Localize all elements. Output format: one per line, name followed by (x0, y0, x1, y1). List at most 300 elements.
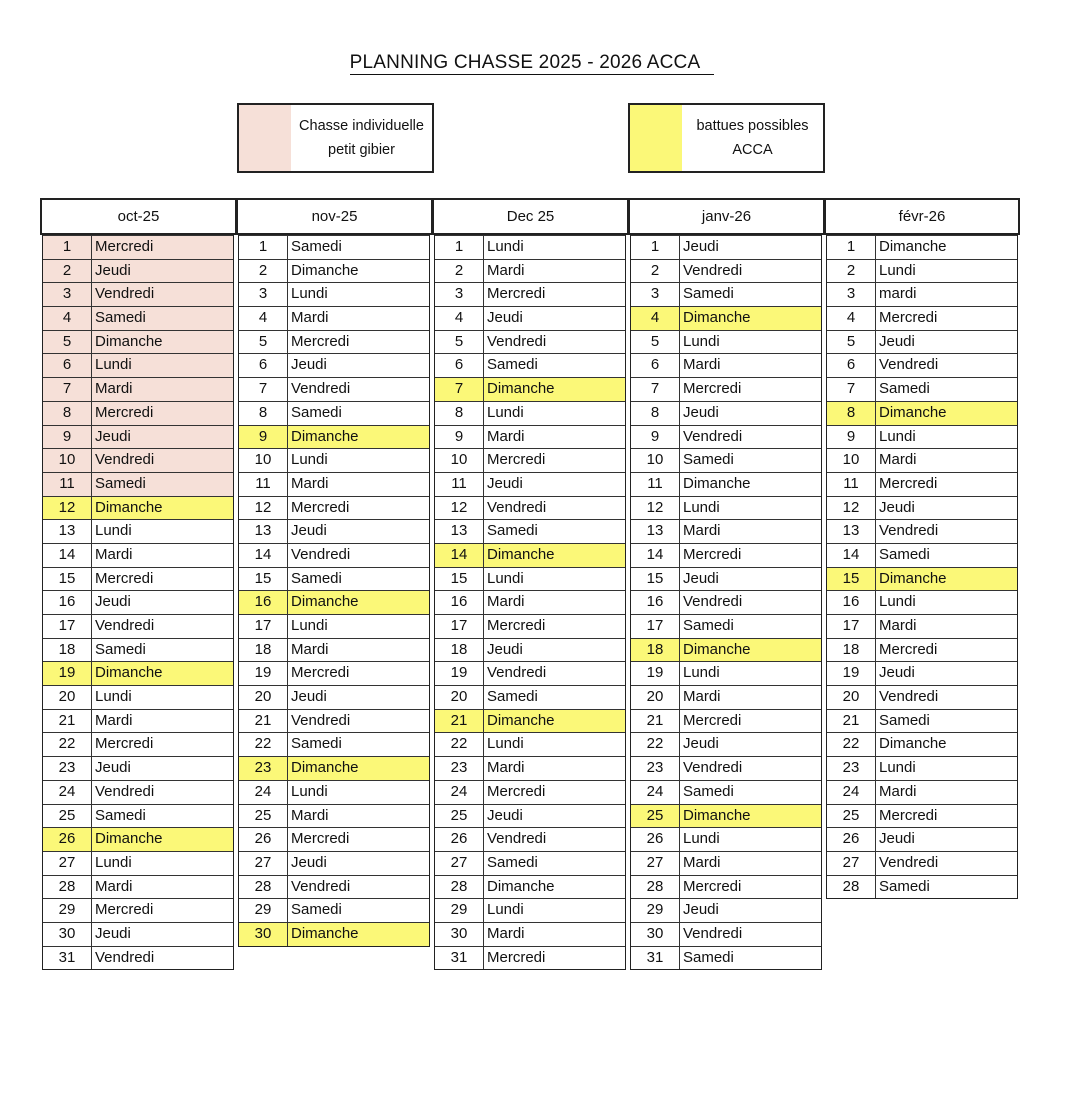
day-name: Dimanche (683, 309, 751, 327)
day-name: Lundi (879, 759, 916, 777)
day-number: 23 (239, 757, 288, 780)
day-row (43, 898, 233, 922)
day-row (43, 543, 233, 567)
day-row (631, 235, 821, 259)
day-name: Mercredi (487, 948, 546, 966)
day-name: Samedi (291, 238, 342, 255)
day-number: 7 (827, 378, 876, 401)
day-number: 25 (43, 805, 92, 828)
day-row (435, 377, 625, 401)
day-number: 20 (827, 686, 876, 709)
day-name: Dimanche (95, 664, 163, 682)
day-row (239, 472, 429, 496)
day-name: Mercredi (879, 474, 938, 492)
day-row (435, 946, 625, 970)
day-name: Jeudi (291, 853, 327, 871)
day-name: Samedi (879, 877, 930, 895)
day-number: 11 (239, 473, 288, 496)
day-number: 9 (631, 426, 680, 449)
day-number: 10 (239, 449, 288, 472)
day-name: Lundi (95, 522, 132, 540)
day-row (43, 827, 233, 851)
legend-label-individual: Chasse individuelle petit gibier (299, 118, 424, 158)
day-name: Vendredi (487, 830, 547, 848)
day-row (827, 519, 1017, 543)
day-number: 9 (43, 426, 92, 449)
day-name: Dimanche (683, 474, 751, 492)
day-number: 25 (435, 805, 484, 828)
day-name: Lundi (879, 261, 916, 279)
day-name: Mercredi (683, 380, 742, 398)
day-name: Mardi (683, 853, 721, 871)
day-number: 19 (631, 662, 680, 685)
day-number: 25 (631, 805, 680, 828)
day-name: Jeudi (879, 664, 915, 682)
day-row (435, 543, 625, 567)
day-number: 28 (827, 876, 876, 899)
day-row (827, 377, 1017, 401)
day-number: 17 (435, 615, 484, 638)
day-row (43, 448, 233, 472)
day-name: Dimanche (291, 261, 359, 279)
day-row (43, 377, 233, 401)
day-row (435, 709, 625, 733)
day-row (631, 401, 821, 425)
day-number: 1 (435, 236, 484, 259)
day-number: 17 (43, 615, 92, 638)
day-name: Mercredi (291, 332, 350, 350)
day-name: Lundi (487, 735, 524, 753)
day-number: 22 (631, 733, 680, 756)
day-name: Lundi (487, 403, 524, 421)
day-name: Vendredi (683, 427, 743, 445)
day-row (239, 804, 429, 828)
day-number: 19 (239, 662, 288, 685)
day-number: 23 (435, 757, 484, 780)
day-number: 18 (435, 639, 484, 662)
day-number: 27 (631, 852, 680, 875)
day-number: 20 (435, 686, 484, 709)
day-row (239, 425, 429, 449)
day-number: 3 (827, 283, 876, 306)
day-row (43, 330, 233, 354)
day-list (42, 235, 234, 970)
day-number: 12 (631, 497, 680, 520)
day-number: 5 (43, 331, 92, 354)
day-name: Lundi (95, 356, 132, 374)
day-number: 7 (631, 378, 680, 401)
day-number: 2 (43, 260, 92, 283)
day-row (435, 472, 625, 496)
day-number: 8 (827, 402, 876, 425)
day-number: 18 (827, 639, 876, 662)
day-name: Vendredi (487, 498, 547, 516)
day-number: 8 (239, 402, 288, 425)
day-row (43, 946, 233, 970)
day-row (631, 827, 821, 851)
day-number: 17 (239, 615, 288, 638)
day-row (631, 282, 821, 306)
day-name: Lundi (879, 593, 916, 611)
day-name: Samedi (879, 545, 930, 563)
day-row (239, 330, 429, 354)
day-number: 27 (43, 852, 92, 875)
day-number: 30 (631, 923, 680, 946)
day-name: Dimanche (683, 640, 751, 658)
day-name: Mercredi (95, 238, 154, 255)
day-name: Dimanche (487, 380, 555, 398)
day-number: 21 (239, 710, 288, 733)
day-number: 23 (827, 757, 876, 780)
day-row (435, 851, 625, 875)
day-number: 2 (239, 260, 288, 283)
day-number: 18 (631, 639, 680, 662)
day-name: Dimanche (95, 332, 163, 350)
day-row (631, 709, 821, 733)
day-row (43, 472, 233, 496)
day-row (43, 282, 233, 306)
day-name: Lundi (291, 451, 328, 469)
day-name: Samedi (683, 285, 734, 303)
day-number: 21 (43, 710, 92, 733)
day-number: 20 (43, 686, 92, 709)
day-number: 15 (43, 568, 92, 591)
day-name: Vendredi (95, 782, 155, 800)
day-row (43, 306, 233, 330)
day-number: 13 (43, 520, 92, 543)
day-number: 4 (631, 307, 680, 330)
day-number: 6 (239, 354, 288, 377)
day-row (43, 780, 233, 804)
day-name: Vendredi (291, 545, 351, 563)
day-name: Lundi (683, 830, 720, 848)
day-name: Lundi (487, 238, 524, 255)
day-name: Jeudi (683, 569, 719, 587)
day-row (631, 780, 821, 804)
day-number: 13 (827, 520, 876, 543)
day-row (43, 259, 233, 283)
day-number: 23 (43, 757, 92, 780)
day-row (435, 496, 625, 520)
day-name: Mercredi (95, 569, 154, 587)
day-number: 10 (43, 449, 92, 472)
day-number: 3 (631, 283, 680, 306)
day-row (43, 875, 233, 899)
day-number: 17 (631, 615, 680, 638)
day-row (827, 827, 1017, 851)
day-name: Vendredi (683, 924, 743, 942)
day-row (827, 306, 1017, 330)
day-number: 14 (435, 544, 484, 567)
day-name: Lundi (879, 427, 916, 445)
day-name: Dimanche (879, 238, 947, 255)
day-list (826, 235, 1018, 899)
day-name: Jeudi (95, 427, 131, 445)
day-name: Dimanche (879, 403, 947, 421)
day-name: Mercredi (683, 877, 742, 895)
day-name: Lundi (291, 617, 328, 634)
day-number: 30 (43, 923, 92, 946)
day-name: Jeudi (487, 474, 523, 492)
day-number: 12 (827, 497, 876, 520)
day-row (239, 567, 429, 591)
day-number: 27 (827, 852, 876, 875)
day-row (239, 709, 429, 733)
month-header: janv-26 (628, 198, 824, 235)
day-name: Mardi (879, 451, 917, 469)
day-name: Dimanche (879, 569, 947, 587)
day-number: 24 (435, 781, 484, 804)
day-row (827, 780, 1017, 804)
day-name: Dimanche (291, 759, 359, 777)
day-number: 21 (827, 710, 876, 733)
day-row (435, 661, 625, 685)
day-row (827, 804, 1017, 828)
day-number: 24 (827, 781, 876, 804)
day-name: Vendredi (291, 711, 351, 729)
day-number: 26 (827, 828, 876, 851)
day-row (435, 875, 625, 899)
day-number: 3 (43, 283, 92, 306)
day-row (631, 756, 821, 780)
day-number: 20 (631, 686, 680, 709)
day-number: 4 (435, 307, 484, 330)
month-column (40, 198, 236, 970)
day-name: Mercredi (879, 309, 938, 327)
day-name: Vendredi (683, 759, 743, 777)
day-name: Samedi (487, 688, 538, 706)
day-number: 6 (43, 354, 92, 377)
day-name: Mardi (291, 309, 329, 327)
day-number: 27 (435, 852, 484, 875)
day-row (827, 614, 1017, 638)
day-list (434, 235, 626, 970)
day-number: 29 (435, 899, 484, 922)
day-name: Mardi (95, 380, 133, 398)
day-name: Vendredi (291, 380, 351, 398)
day-row (827, 685, 1017, 709)
day-number: 15 (435, 568, 484, 591)
day-number: 25 (827, 805, 876, 828)
day-row (631, 496, 821, 520)
day-row (631, 377, 821, 401)
day-row (827, 235, 1017, 259)
day-name: Mardi (487, 427, 525, 445)
day-number: 29 (43, 899, 92, 922)
day-number: 18 (43, 639, 92, 662)
day-name: Samedi (879, 380, 930, 398)
day-number: 26 (631, 828, 680, 851)
day-row (827, 496, 1017, 520)
day-row (239, 235, 429, 259)
day-name: Mercredi (95, 403, 154, 421)
day-row (43, 756, 233, 780)
day-number: 4 (43, 307, 92, 330)
day-number: 3 (239, 283, 288, 306)
day-row (827, 590, 1017, 614)
month-header: oct-25 (40, 198, 236, 235)
day-name: Dimanche (487, 545, 555, 563)
day-name: Lundi (95, 853, 132, 871)
day-number: 31 (43, 947, 92, 970)
day-number: 28 (631, 876, 680, 899)
day-number: 8 (631, 402, 680, 425)
day-row (43, 851, 233, 875)
day-row (239, 519, 429, 543)
day-name: Samedi (879, 711, 930, 729)
day-row (631, 638, 821, 662)
day-number: 13 (631, 520, 680, 543)
day-number: 7 (43, 378, 92, 401)
day-name: Vendredi (291, 877, 351, 895)
legend-individual-hunting (237, 103, 434, 173)
day-name: Samedi (683, 451, 734, 469)
day-name: Jeudi (879, 498, 915, 516)
month-column (432, 198, 628, 970)
day-number: 26 (43, 828, 92, 851)
day-row (827, 661, 1017, 685)
day-row (239, 780, 429, 804)
day-row (827, 401, 1017, 425)
day-row (435, 306, 625, 330)
day-row (827, 732, 1017, 756)
day-row (435, 590, 625, 614)
day-number: 11 (435, 473, 484, 496)
day-name: Jeudi (683, 735, 719, 753)
day-row (827, 448, 1017, 472)
day-number: 15 (827, 568, 876, 591)
day-number: 28 (43, 876, 92, 899)
day-number: 6 (827, 354, 876, 377)
day-name: Samedi (683, 948, 734, 966)
month-header: Dec 25 (432, 198, 628, 235)
day-row (631, 472, 821, 496)
day-name: Lundi (291, 285, 328, 303)
day-row (435, 732, 625, 756)
day-row (43, 401, 233, 425)
day-row (631, 732, 821, 756)
day-row (827, 638, 1017, 662)
day-number: 14 (631, 544, 680, 567)
day-number: 12 (239, 497, 288, 520)
day-name: Lundi (291, 782, 328, 800)
day-name: Mercredi (291, 498, 350, 516)
day-row (239, 685, 429, 709)
day-number: 31 (435, 947, 484, 970)
day-name: Dimanche (879, 735, 947, 753)
day-number: 4 (239, 307, 288, 330)
day-row (631, 851, 821, 875)
day-name: Mercredi (487, 617, 546, 634)
day-number: 16 (631, 591, 680, 614)
day-row (631, 804, 821, 828)
day-name: Lundi (95, 688, 132, 706)
day-row (43, 235, 233, 259)
day-row (239, 306, 429, 330)
day-row (435, 235, 625, 259)
day-name: Vendredi (683, 593, 743, 611)
day-name: Lundi (683, 498, 720, 516)
day-row (239, 922, 429, 946)
day-name: Samedi (683, 617, 734, 634)
day-number: 12 (43, 497, 92, 520)
day-row (435, 756, 625, 780)
day-number: 8 (435, 402, 484, 425)
day-number: 9 (435, 426, 484, 449)
day-row (239, 875, 429, 899)
day-name: mardi (879, 285, 917, 303)
day-number: 11 (43, 473, 92, 496)
day-row (631, 448, 821, 472)
day-name: Mercredi (683, 545, 742, 563)
day-number: 23 (631, 757, 680, 780)
day-name: Vendredi (683, 261, 743, 279)
day-number: 5 (631, 331, 680, 354)
day-number: 22 (43, 733, 92, 756)
day-name: Mardi (879, 617, 917, 634)
day-row (827, 756, 1017, 780)
day-row (43, 685, 233, 709)
day-name: Mardi (487, 593, 525, 611)
day-row (631, 543, 821, 567)
day-row (239, 496, 429, 520)
day-name: Mercredi (487, 285, 546, 303)
day-number: 5 (827, 331, 876, 354)
day-name: Mardi (95, 877, 133, 895)
day-name: Lundi (487, 901, 524, 919)
day-row (435, 567, 625, 591)
day-number: 13 (239, 520, 288, 543)
day-row (239, 282, 429, 306)
day-row (435, 638, 625, 662)
day-name: Lundi (683, 664, 720, 682)
day-row (827, 875, 1017, 899)
day-row (827, 282, 1017, 306)
day-row (239, 259, 429, 283)
day-number: 19 (435, 662, 484, 685)
day-name: Vendredi (95, 451, 155, 469)
day-row (239, 756, 429, 780)
day-row (43, 614, 233, 638)
day-row (827, 425, 1017, 449)
day-name: Samedi (291, 901, 342, 919)
day-row (43, 709, 233, 733)
day-row (239, 614, 429, 638)
day-name: Jeudi (95, 593, 131, 611)
month-column (824, 198, 1020, 899)
day-number: 10 (631, 449, 680, 472)
day-name: Dimanche (487, 711, 555, 729)
day-number: 2 (631, 260, 680, 283)
day-number: 30 (435, 923, 484, 946)
day-name: Jeudi (291, 688, 327, 706)
day-name: Samedi (95, 309, 146, 327)
legend-label-battues: battues possibles ACCA (696, 118, 809, 158)
day-row (43, 519, 233, 543)
day-row (435, 330, 625, 354)
day-number: 7 (435, 378, 484, 401)
day-row (435, 448, 625, 472)
day-number: 3 (435, 283, 484, 306)
day-number: 14 (827, 544, 876, 567)
day-number: 21 (435, 710, 484, 733)
day-number: 12 (435, 497, 484, 520)
day-name: Jeudi (683, 403, 719, 421)
legend-acca-battues (628, 103, 825, 173)
day-number: 22 (435, 733, 484, 756)
legend-swatch-pink (239, 105, 291, 171)
day-number: 24 (631, 781, 680, 804)
